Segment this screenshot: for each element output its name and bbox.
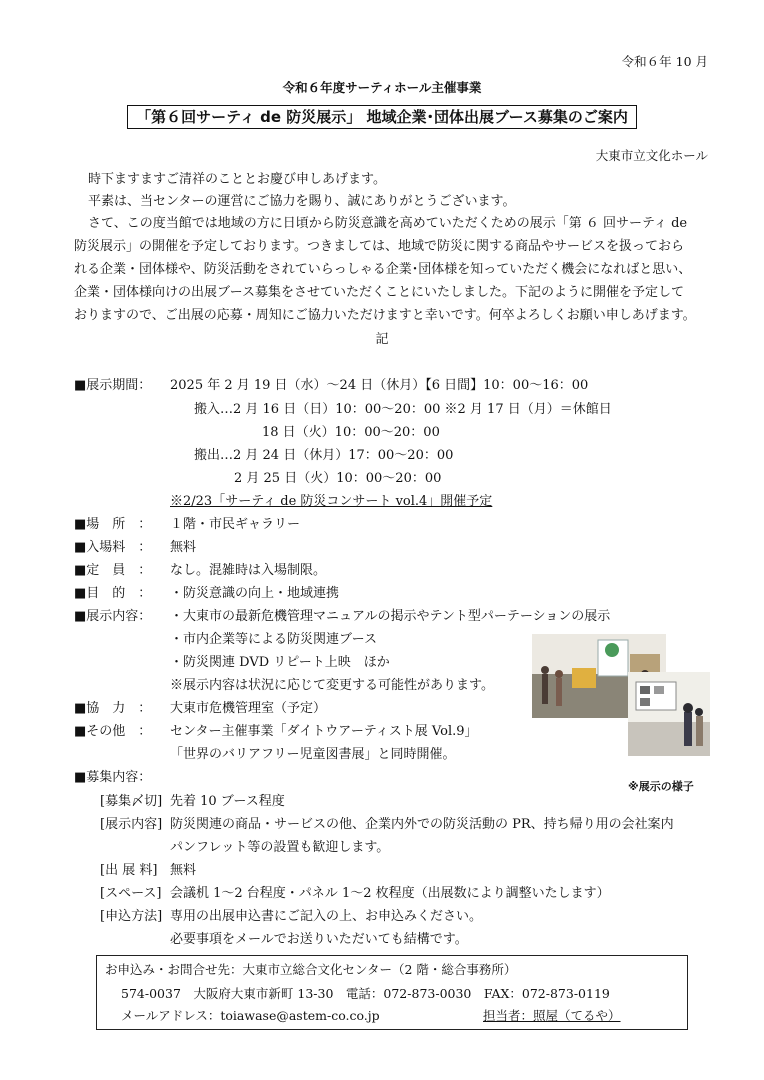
- title-wrap: [0, 106, 764, 127]
- page-title: 「第６回サーティ de 防災展示」 地域企業･団体出展ブース募集のご案内: [127, 105, 637, 129]
- other-line-1: センター主催事業「ダイトウアーティスト展 Vol.9」: [170, 724, 478, 739]
- place-label: ■場 所 ：: [74, 517, 152, 532]
- body-line-5: おりますので、ご出展の応募・周知にご協力いただけますと幸いです。何卒よろしくお願い申しあげます。: [74, 308, 696, 323]
- concert-note: ※2/23「サーティ de 防災コンサート vol.4」開催予定: [170, 494, 493, 509]
- fee-label: ■入場料 ：: [74, 540, 152, 555]
- purpose-label: ■目 的 ：: [74, 586, 152, 601]
- apply-label: [申込方法]: [100, 909, 163, 924]
- booth-fee-label: [出 展 料]: [100, 863, 158, 878]
- content-label: ■展示内容：: [74, 609, 152, 624]
- quota-value: 先着 10 ブース程度: [170, 794, 285, 809]
- body-line-2: 防災展示」の開催を予定しております。つきましては、地域で防災に関する商品やサービスを扱っておら: [74, 239, 684, 254]
- content-line-2: ・市内企業等による防災関連ブース: [170, 632, 377, 647]
- body-line-1: さて、この度当館では地域の方に日頃から防災意識を高めていただくための展示「第 ６ 回サーティ de: [88, 216, 688, 231]
- photo-caption: ※展示の様子: [628, 780, 694, 793]
- place-value: １階・市民ギャラリー: [170, 517, 301, 532]
- exhibit-photo-2-art: [628, 672, 710, 756]
- booth-fee-value: 無料: [170, 863, 197, 878]
- apply-line-1: 専用の出展申込書にご記入の上、お申込みください。: [170, 909, 483, 924]
- period-label: ■展示期間：: [74, 378, 152, 393]
- capacity-label: ■定 員 ：: [74, 563, 152, 578]
- fee-value: 無料: [170, 540, 197, 555]
- thanks-line: 平素は、当センターの運営にご協力を賜り、誠にありがとうございます。: [88, 194, 516, 209]
- sender: 大東市立文化ホール: [595, 148, 708, 163]
- body-line-3: れる企業・団体様や、防災活動をされていらっしゃる企業･団体様を知っていただく機会になればと思い、: [74, 262, 692, 277]
- exhibit-photo-2: [628, 672, 710, 756]
- contact-email[interactable]: メールアドレス：toiawase@astem-co.co.jp: [121, 1008, 380, 1023]
- recruit-label: ■募集内容：: [74, 770, 152, 785]
- contact-line-1: お申込み・お問合せ先：大東市立総合文化センター（2 階・総合事務所）: [105, 962, 517, 977]
- issue-date: 令和６年 10 月: [621, 54, 708, 69]
- contact-person: 担当者：照屋（てるや）: [483, 1008, 621, 1023]
- other-line-2: 「世界のバリアフリー児童図書展」と同時開催。: [170, 747, 456, 762]
- load-out-1: 搬出…2 月 24 日（休月）17：00～20：00: [194, 448, 454, 463]
- other-label: ■その他 ：: [74, 724, 152, 739]
- content-note: ※展示内容は状況に応じて変更する可能性があります。: [170, 678, 494, 693]
- load-in-1: 搬入…2 月 16 日（日）10：00～20：00 ※2 月 17 日（月）＝休館日: [194, 402, 612, 417]
- contact-line-2: 574-0037 大阪府大東市新町 13-30 電話：072-873-0030 FAX：072-873-0119: [121, 986, 610, 1001]
- load-out-2: 2 月 25 日（火）10：00～20：00: [234, 471, 442, 486]
- event-subtitle: 令和６年度サーティホール主催事業: [282, 80, 482, 95]
- greeting-line: 時下ますますご清祥のこととお慶び申しあげます。: [88, 172, 386, 187]
- contact-box: [96, 955, 688, 1030]
- coop-label: ■協 力 ：: [74, 701, 152, 716]
- exhibit-line-1: 防災関連の商品・サービスの他、企業内外での防災活動の PR、持ち帰り用の会社案内: [170, 817, 674, 832]
- exhibit-line-2: パンフレット等の設置も歓迎します。: [170, 840, 390, 855]
- quota-label: [募集〆切]: [100, 794, 163, 809]
- load-in-2: 18 日（火）10：00～20：00: [262, 425, 440, 440]
- exhibit-label: [展示内容]: [100, 817, 163, 832]
- space-label: [スペース]: [100, 886, 162, 901]
- coop-value: 大東市危機管理室（予定）: [170, 701, 327, 716]
- content-line-3: ・防災関連 DVD リピート上映 ほか: [170, 655, 390, 670]
- space-value: 会議机 1～2 台程度・パネル 1～2 枚程度（出展数により調整いたします）: [170, 886, 610, 901]
- period-value: 2025 年 2 月 19 日（水）～24 日（休月）【6 日間】10：00～16：00: [170, 378, 589, 393]
- ki-mark: 記: [375, 332, 389, 347]
- purpose-value: ・防災意識の向上・地域連携: [170, 586, 340, 601]
- content-line-1: ・大東市の最新危機管理マニュアルの掲示やテント型パーテーションの展示: [170, 609, 611, 624]
- capacity-value: なし。混雑時は入場制限。: [170, 563, 327, 578]
- body-line-4: 企業・団体様向けの出展ブース募集をさせていただくことにいたしました。下記のように開催を予定して: [74, 285, 684, 300]
- apply-line-2: 必要事項をメールでお送りいただいても結構です。: [170, 932, 468, 947]
